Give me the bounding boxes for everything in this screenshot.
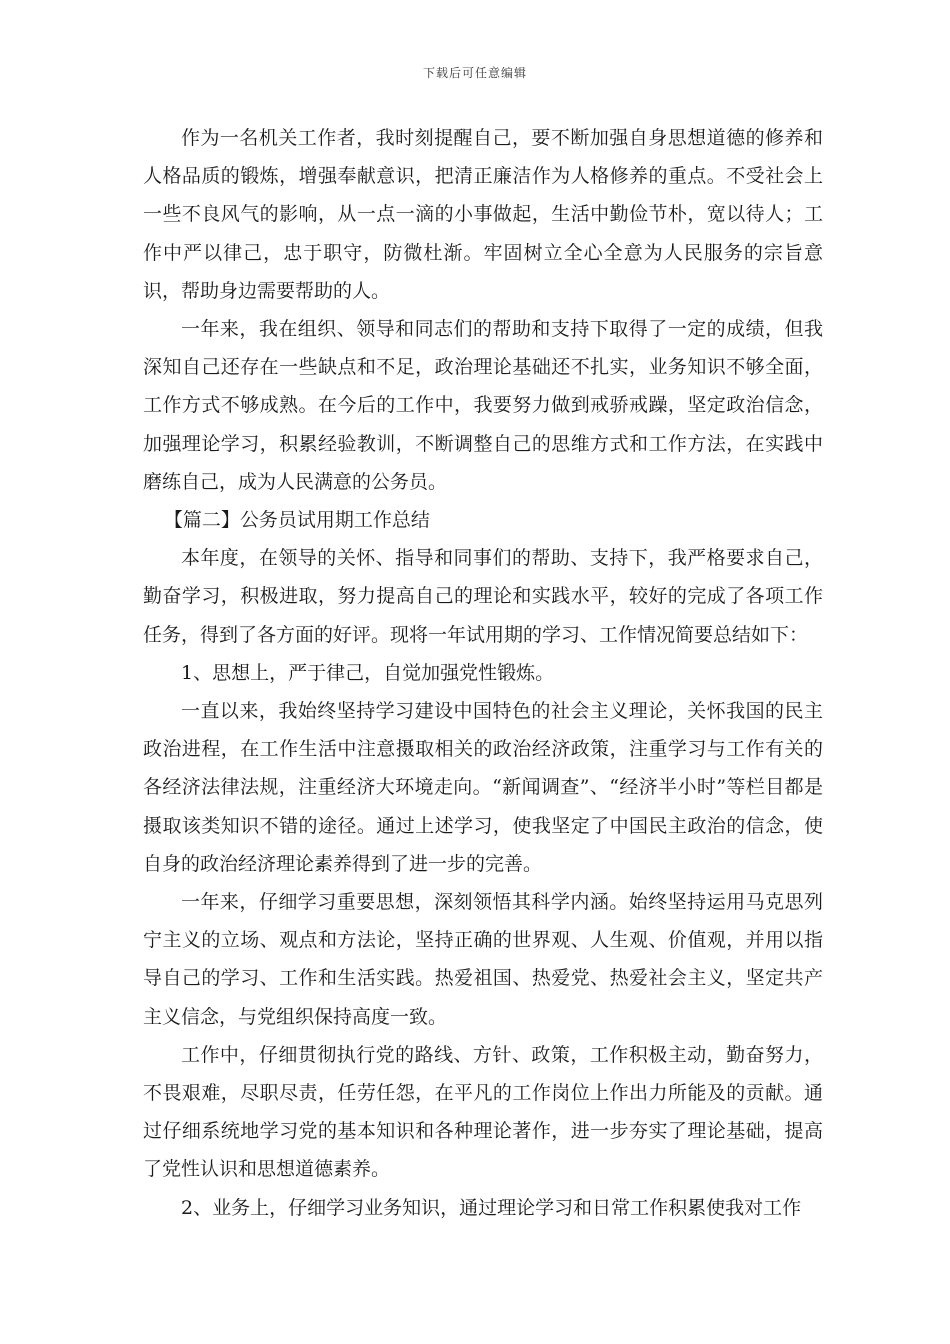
paragraph-important-thought: 一年来，仔细学习重要思想，深刻领悟其科学内涵。始终坚持运用马克思列宁主义的立场、观点和方法论，坚持正确的世界观、人生观、价值观，并用以指导自己的学习、工作和生活实践。热爱祖国、热爱党、热爱社会主义，坚定共产主义信念，与党组织保持高度一致。 (143, 891, 823, 1028)
section-heading: 【篇二】公务员试用期工作总结 (163, 509, 430, 532)
paragraph-self-discipline: 作为一名机关工作者，我时刻提醒自己，要不断加强自身思想道德的修养和人格品质的锻炼，增强奉献意识，把清正廉洁作为人格修养的重点。不受社会上一些不良风气的影响，从一点一滴的小事做起，生活中勤俭节朴，宽以待人；工作中严以律己，忠于职守，防微杜渐。牢固树立全心全意为人民服务的宗旨意识，帮助身边需要帮助的人。 (143, 127, 823, 302)
paragraph-point-2: 2、业务上，仔细学习业务知识，通过理论学习和日常工作积累使我对工作 (181, 1196, 802, 1219)
page-header: 下载后可任意编辑 (422, 66, 527, 80)
paragraph-work-attitude: 工作中，仔细贯彻执行党的路线、方针、政策，工作积极主动，勤奋努力，不畏艰难，尽职尽责，任劳任怨，在平凡的工作岗位上作出力所能及的贡献。通过仔细系统地学习党的基本知识和各种理论著作，进一步夯实了理论基础，提高了党性认识和思想道德素养。 (143, 1043, 823, 1181)
paragraph-point-1: 1、思想上，严于律己，自觉加强党性锻炼。 (181, 661, 555, 684)
paragraph-intro: 本年度，在领导的关怀、指导和同事们的帮助、支持下，我严格要求自己，勤奋学习，积极进取，努力提高自己的理论和实践水平，较好的完成了各项工作任务，得到了各方面的好评。现将一年试用期的学习、工作情况简要总结如下： (143, 547, 823, 646)
paragraph-theory-study: 一直以来，我始终坚持学习建设中国特色的社会主义理论，关怀我国的民主政治进程，在工作生活中注意摄取相关的政治经济政策，注重学习与工作有关的各经济法律法规，注重经济大环境走向。“新闻调查”、“经济半小时”等栏目都是摄取该类知识不错的途径。通过上述学习，使我坚定了中国民主政治的信念，使自身的政治经济理论素养得到了进一步的完善。 (143, 700, 823, 875)
document-body (143, 119, 823, 1227)
paragraph-year-review: 一年来，我在组织、领导和同志们的帮助和支持下取得了一定的成绩，但我深知自己还存在一些缺点和不足，政治理论基础还不扎实，业务知识不够全面，工作方式不够成熟。在今后的工作中，我要努力做到戒骄戒躁，坚定政治信念，加强理论学习，积累经验教训，不断调整自己的思维方式和工作方法，在实践中磨练自己，成为人民满意的公务员。 (143, 318, 823, 493)
